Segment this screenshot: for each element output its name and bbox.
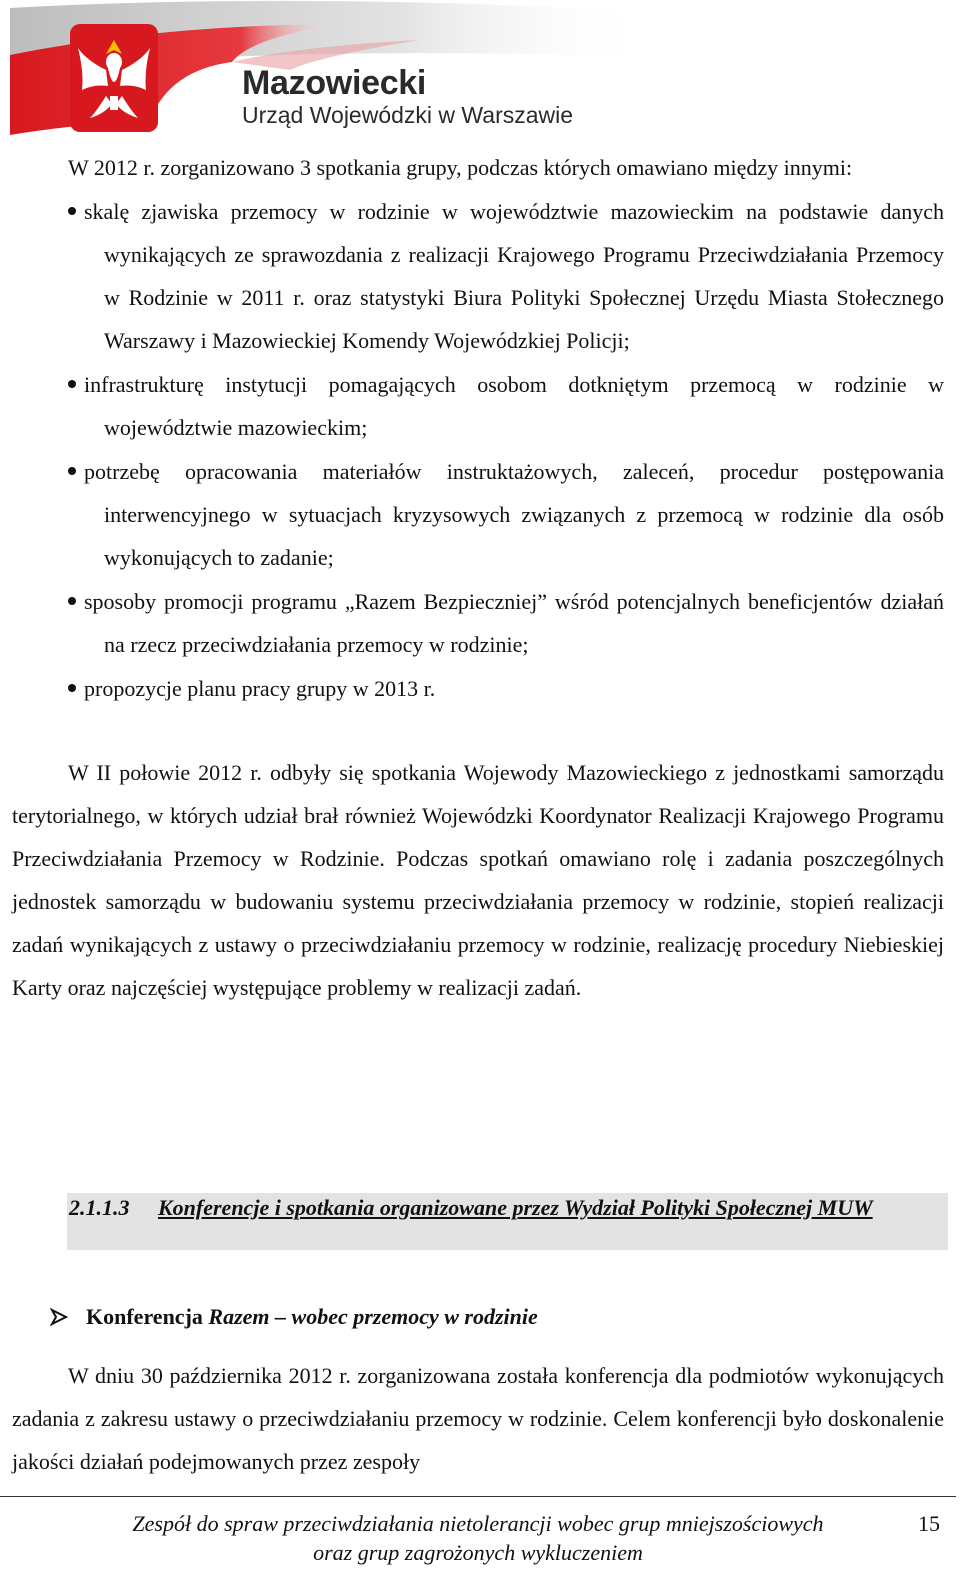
list-item [12,580,944,666]
list-item-text: skalę zjawiska przemocy w rodzinie w województwie mazowieckim na podstawie danych wynikających ze sprawozdania z realizacji Krajowego Programu Przeciwdziałania Przemocy w Rodzinie w 2011 r. oraz statystyki Biura Polityki Społecznej Urzędu Miasta Stołecznego Warszawy i Mazowieckiej Komendy Wojewódzkiej Policji; [84,199,944,353]
meeting-topics-list [12,190,944,710]
bullet-icon [68,380,76,388]
org-subtitle: Urząd Wojewódzki w Warszawie [242,102,574,128]
conference-heading [50,1302,538,1332]
bullet-icon [68,684,76,692]
footer-line-2: oraz grup zagrożonych wykluczeniem [313,1540,643,1565]
list-item [12,667,944,710]
arrowhead-bullet-icon [50,1302,86,1332]
conference-title: Razem – wobec przemocy w rodzinie [208,1304,538,1329]
conference-label: Konferencja [86,1304,209,1329]
footer-line-1: Zespół do spraw przeciwdziałania nietolerancji wobec grup mniejszościowych [132,1511,824,1536]
bullet-icon [68,207,76,215]
list-item-text: sposoby promocji programu „Razem Bezpieczniej” wśród potencjalnych beneficjentów działań na rzecz przeciwdziałania przemocy w rodzinie; [84,589,944,657]
list-item [12,363,944,449]
section-title: Konferencje i spotkania organizowane przez Wydział Polityki Społecznej MUW [158,1195,873,1220]
white-eagle-emblem-icon [70,24,158,132]
bullet-icon [68,597,76,605]
section-number: 2.1.1.3 [69,1195,130,1220]
bullet-icon [68,467,76,475]
footer-divider [0,1496,956,1497]
list-item [12,450,944,579]
list-item [12,190,944,362]
section-heading [67,1193,948,1250]
footer-text [60,1509,896,1567]
list-item-text: propozycje planu pracy grupy w 2013 r. [84,676,436,701]
document-body [12,146,944,1009]
conference-paragraph-wrap [12,1354,944,1483]
list-item-text: infrastrukturę instytucji pomagających osobom dotkniętym przemocą w rodzinie w województwie mazowieckim; [84,372,944,440]
org-name: Mazowiecki [242,64,427,102]
page-number: 15 [918,1511,940,1536]
intro-paragraph: W 2012 r. zorganizowano 3 spotkania grupy, podczas których omawiano między innymi: [68,155,853,180]
page-header [0,0,960,145]
conference-paragraph: W dniu 30 października 2012 r. zorganizowana została konferencja dla podmiotów wykonujących zadania z zakresu ustawy o przeciwdziałaniu przemocy w rodzinie. Celem konferencji było doskonalenie jakości działań podejmowanych przez zespoły [12,1363,944,1474]
list-item-text: potrzebę opracowania materiałów instruktażowych, zaleceń, procedur postępowania interwencyjnego w sytuacjach kryzysowych związanych z przemocą w rodzinie dla osób wykonujących to zadanie; [84,459,944,570]
meetings-paragraph: W II połowie 2012 r. odbyły się spotkania Wojewody Mazowieckiego z jednostkami samorządu terytorialnego, w których udział brał również Wojewódzki Koordynator Realizacji Krajowego Programu Przeciwdziałania Przemocy w Rodzinie. Podczas spotkań omawiano rolę i zadania poszczególnych jednostek samorządu w budowaniu systemu przeciwdziałania przemocy w rodzinie, stopień realizacji zadań wynikających z ustawy o przeciwdziałaniu przemocy w rodzinie, realizację procedury Niebieskiej Karty oraz najczęściej występujące problemy w realizacji zadań. [12,760,944,1000]
spacer [12,710,944,751]
